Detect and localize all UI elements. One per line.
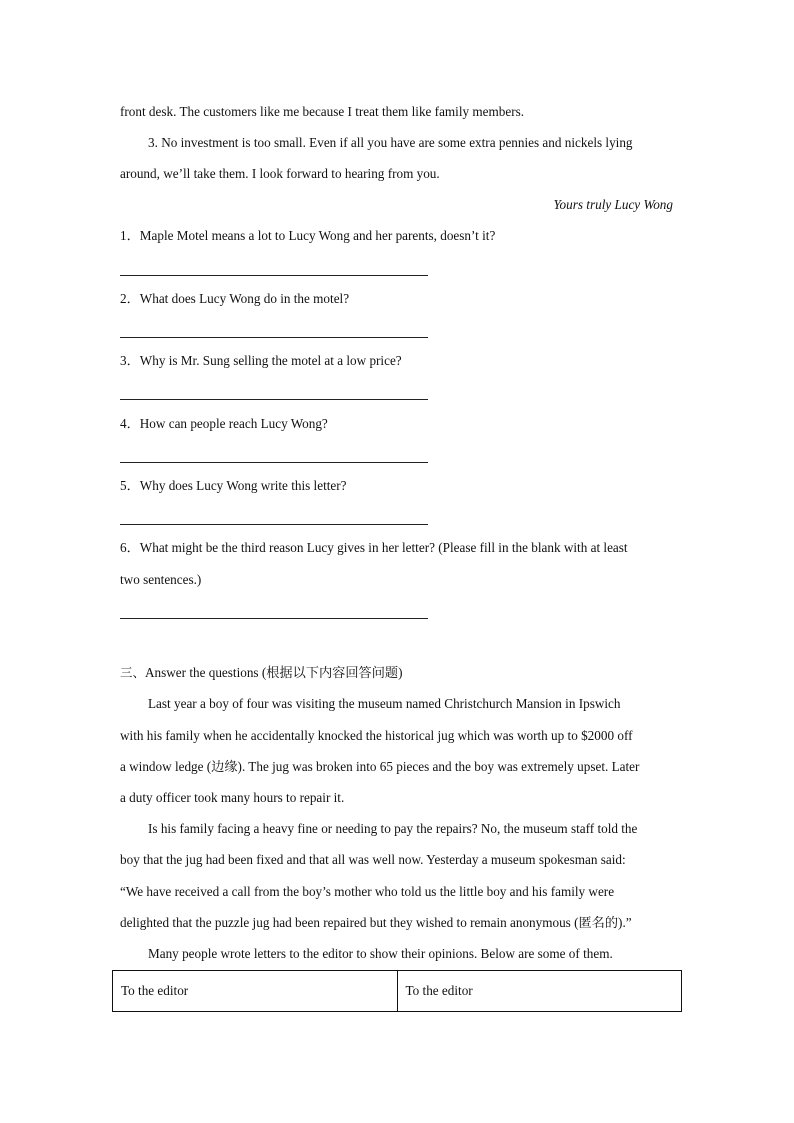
answer-line-6[interactable] (120, 618, 428, 619)
paragraph-2-line: “We have received a call from the boy’s mother who told us the little boy and his family were (120, 884, 615, 899)
question-6-cont: two sentences.) (120, 572, 202, 587)
question-4: 4．How can people reach Lucy Wong? (120, 416, 328, 431)
letters-table (112, 970, 682, 1012)
question-1: 1．Maple Motel means a lot to Lucy Wong and her parents, doesn’t it? (120, 228, 496, 243)
question-2: 2．What does Lucy Wong do in the motel? (120, 291, 350, 306)
answer-line-2[interactable] (120, 337, 428, 338)
letter-line: front desk. The customers like me because I treat them like family members. (120, 104, 525, 119)
answer-line-3[interactable] (120, 399, 428, 400)
letter-reason-3-cont: around, we’ll take them. I look forward to hearing from you. (120, 166, 440, 181)
question-3: 3．Why is Mr. Sung selling the motel at a low price? (120, 353, 402, 368)
paragraph-1-line: with his family when he accidentally knocked the historical jug which was worth up to $2000 off (120, 728, 633, 743)
section-heading (120, 664, 403, 682)
answer-line-4[interactable] (120, 462, 428, 463)
paragraph-2-line: Is his family facing a heavy fine or needing to pay the repairs? No, the museum staff told the (148, 821, 638, 836)
table-cell-editor-1: To the editor (113, 971, 398, 1012)
question-5: 5．Why does Lucy Wong write this letter? (120, 478, 347, 493)
section-number: 三、 (120, 665, 146, 680)
answer-line-5[interactable] (120, 524, 428, 525)
table-cell-editor-2: To the editor (397, 971, 682, 1012)
letter-signature: Yours truly Lucy Wong (553, 197, 673, 212)
paragraph-2-line: delighted that the puzzle jug had been repaired but they wished to remain anonymous (匿名的).” (120, 915, 632, 930)
table-row (113, 971, 682, 1012)
section-title: Answer the questions (根据以下内容回答问题) (145, 665, 403, 680)
paragraph-1-line: a window ledge (边缘). The jug was broken into 65 pieces and the boy was extremely upset. Later (120, 759, 640, 774)
question-6: 6．What might be the third reason Lucy gives in her letter? (Please fill in the blank with at least (120, 540, 628, 555)
letter-reason-3: 3. No investment is too small. Even if all you have are some extra pennies and nickels lying (148, 135, 633, 150)
paragraph-1-line: Last year a boy of four was visiting the museum named Christchurch Mansion in Ipswich (148, 696, 621, 711)
paragraph-3: Many people wrote letters to the editor to show their opinions. Below are some of them. (148, 946, 613, 961)
paragraph-1-line: a duty officer took many hours to repair it. (120, 790, 345, 805)
answer-line-1[interactable] (120, 275, 428, 276)
paragraph-2-line: boy that the jug had been fixed and that all was well now. Yesterday a museum spokesman said: (120, 852, 626, 867)
